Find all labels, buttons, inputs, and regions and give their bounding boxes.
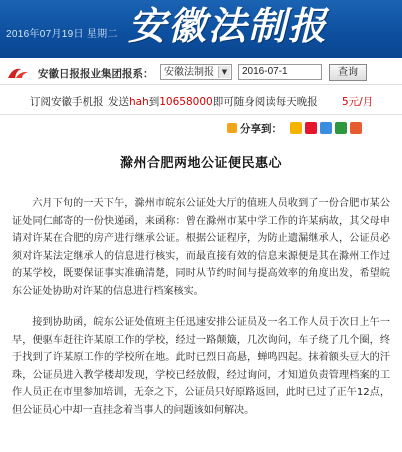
- subscribe-to: 到: [148, 96, 160, 108]
- newspaper-group-logo-icon: [7, 65, 29, 81]
- subscribe-suffix: 即可随身阅读每天晚报: [212, 96, 318, 108]
- article-paragraph: 接到协助函，皖东公证处值班主任迅速安排公证员及一名工作人员于次日上午一早，便驱车赶往许某原工作的学校，经过一路颠簸，几次询问，车子绕了几个圈，终于找到了许某原工作的学校所在地。此时已烈日高悬，蝉鸣四起。抹着额头豆大的汗珠，公证员进入教学楼却发现，学校已经放假，经过询问，才知道负责管理档案的工作人员正在市里参加培训，无奈之下，公证员只好原路返回，此时已过了正午12点，但公证员心中却一直挂念着当事人的问题该如何解决。: [12, 317, 390, 416]
- date-input[interactable]: 2016-07-1: [238, 64, 322, 80]
- toolbar: [0, 62, 402, 85]
- qzone-icon[interactable]: [290, 122, 302, 134]
- subscribe-send: 发送: [108, 96, 129, 108]
- subscribe-prefix: 订阅安徽手机报: [30, 96, 104, 108]
- subscribe-banner[interactable]: [0, 90, 402, 115]
- share-icon: [227, 123, 237, 133]
- qq-icon[interactable]: [320, 122, 332, 134]
- article-headline: 滁州合肥两地公证便民惠心: [119, 156, 282, 171]
- subscribe-number: 10658000: [159, 96, 213, 108]
- douban-icon[interactable]: [335, 122, 347, 134]
- article-body: [12, 195, 390, 433]
- weibo-icon[interactable]: [305, 122, 317, 134]
- share-label: 分享到：: [240, 123, 282, 135]
- newspaper-title: 安徽法制报: [128, 3, 329, 48]
- masthead-date: 2016年07月19日 星期二: [6, 29, 118, 40]
- more-icon[interactable]: [350, 122, 362, 134]
- masthead: [0, 0, 402, 58]
- newspaper-select[interactable]: [160, 64, 232, 80]
- chevron-down-icon[interactable]: ▼: [218, 66, 230, 78]
- subscribe-code: hah: [129, 96, 149, 108]
- group-label: 安徽日报报业集团报系：: [38, 68, 154, 80]
- article-paragraph: 六月下旬的一天下午，滁州市皖东公证处大厅的值班人员收到了一份合肥市某公证处同仁邮寄的一份快递函，来函称：曾在滁州市某中学工作的许某病故，其父母申请对许某在合肥的房产进行继承公证。根据公证程序，为防止遗漏继承人，公证员必须对许某法定继承人的信息进行核实，而最直接有效的信息来源便是其在滁州工作过的某学校，既要保证事实准确清楚，同时从节约时间与提高效率的角度出发，希望皖东公证处协助对许某的信息进行档案核实。: [12, 198, 390, 297]
- share-bar: [0, 118, 402, 140]
- newspaper-select-value: 安徽法制报: [164, 67, 214, 78]
- subscribe-instruction: [108, 90, 318, 114]
- subscribe-price: 5元/月: [342, 96, 374, 108]
- query-button[interactable]: 查询: [329, 64, 367, 81]
